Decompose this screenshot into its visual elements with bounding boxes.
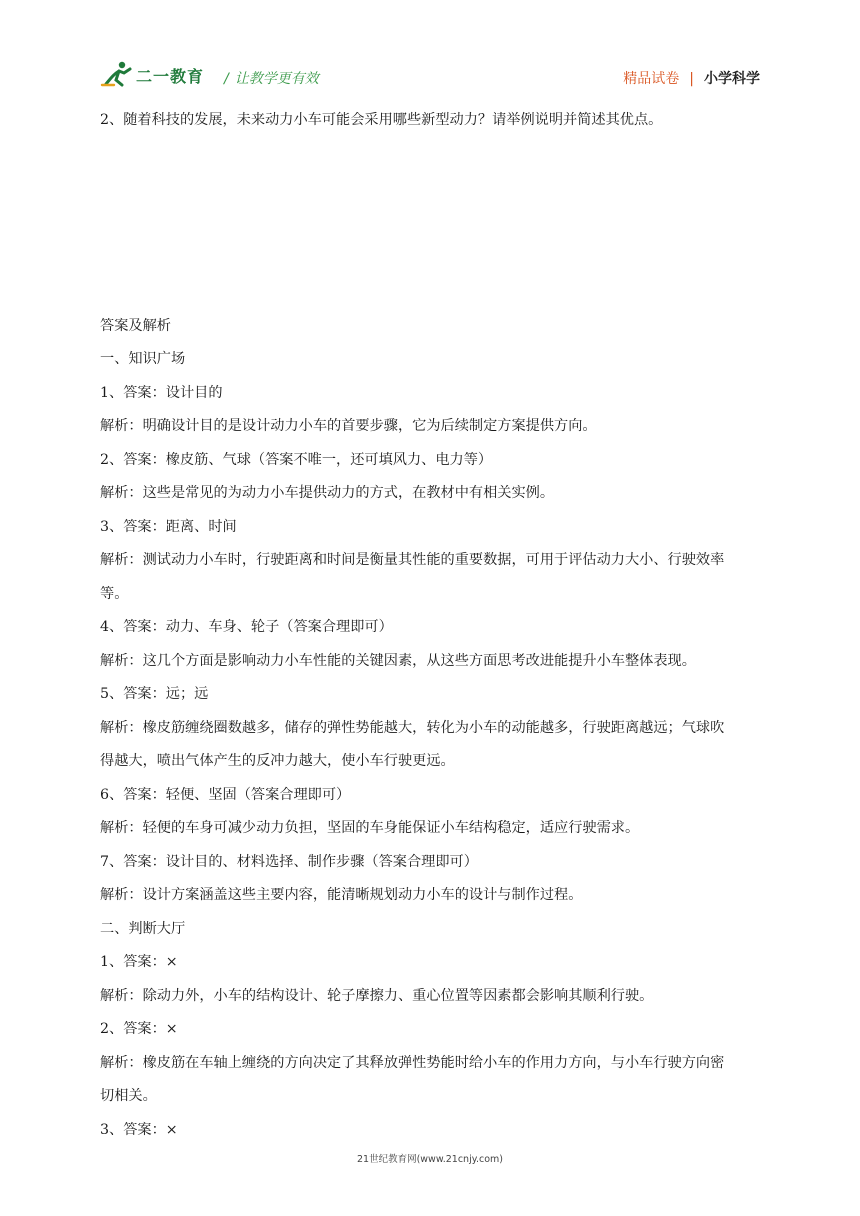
explanation-item-continued: 等。 <box>100 585 129 602</box>
answer-item: 3、答案：× <box>100 1121 178 1138</box>
page-footer: 21世纪教育网(www.21cnjy.com) <box>356 1154 503 1165</box>
explanation-item: 解析：这几个方面是影响动力小车性能的关键因素，从这些方面思考改进能提升小车整体表现。 <box>100 652 696 669</box>
page-header <box>100 58 760 98</box>
answer-item: 3、答案：距离、时间 <box>100 518 237 535</box>
explanation-item: 解析：测试动力小车时，行驶距离和时间是衡量其性能的重要数据，可用于评估动力大小、行驶效率 <box>100 552 725 568</box>
answer-item: 4、答案：动力、车身、轮子（答案合理即可） <box>100 619 393 635</box>
running-man-logo-icon <box>100 60 134 88</box>
answers-title: 答案及解析 <box>100 317 171 334</box>
tag-separator: | <box>689 71 694 87</box>
answer-item: 2、答案：× <box>100 1021 178 1037</box>
answer-item: 5、答案：远；远 <box>100 686 209 702</box>
header-tags <box>623 68 760 88</box>
answer-item: 6、答案：轻便、坚固（答案合理即可） <box>100 786 351 803</box>
document-body <box>100 104 770 1147</box>
section-heading: 二、判断大厅 <box>100 920 186 937</box>
explanation-item: 解析：明确设计目的是设计动力小车的首要步骤，它为后续制定方案提供方向。 <box>100 418 597 434</box>
explanation-item: 解析：除动力外，小车的结构设计、轮子摩擦力、重心位置等因素都会影响其顺利行驶。 <box>100 987 654 1004</box>
answer-space <box>100 138 770 310</box>
explanation-item-continued: 切相关。 <box>100 1088 157 1104</box>
answer-item: 1、答案：× <box>100 954 178 970</box>
explanation-item-continued: 得越大，喷出气体产生的反冲力越大，使小车行驶更远。 <box>100 753 455 769</box>
explanation-item: 解析：橡皮筋缠绕圈数越多，储存的弹性势能越大，转化为小车的动能越多，行驶距离越远；气球吹 <box>100 719 725 736</box>
explanation-item: 解析：这些是常见的为动力小车提供动力的方式，在教材中有相关实例。 <box>100 485 555 501</box>
answer-item: 2、答案：橡皮筋、气球（答案不唯一，还可填风力、电力等） <box>100 451 493 468</box>
answer-item: 7、答案：设计目的、材料选择、制作步骤（答案合理即可） <box>100 853 478 870</box>
slogan-text: 让教学更有效 <box>234 71 319 87</box>
explanation-item: 解析：设计方案涵盖这些主要内容，能清晰规划动力小车的设计与制作过程。 <box>100 887 583 903</box>
answer-item: 1、答案：设计目的 <box>100 384 223 401</box>
logo-text: 二一教育 <box>136 67 205 86</box>
explanation-item: 解析：橡皮筋在车轴上缠绕的方向决定了其释放弹性势能时给小车的作用力方向，与小车行驶方向密 <box>100 1054 725 1071</box>
subject-tag: 小学科学 <box>704 71 760 87</box>
explanation-item: 解析：轻便的车身可减少动力负担，坚固的车身能保证小车结构稳定，适应行驶需求。 <box>100 820 640 836</box>
slogan <box>224 68 319 88</box>
question-2: 2、随着科技的发展，未来动力小车可能会采用哪些新型动力？请举例说明并简述其优点。 <box>100 112 663 128</box>
section-heading: 一、知识广场 <box>100 351 186 367</box>
premium-tag: 精品试卷 <box>623 71 680 87</box>
slogan-separator: / <box>224 71 229 87</box>
